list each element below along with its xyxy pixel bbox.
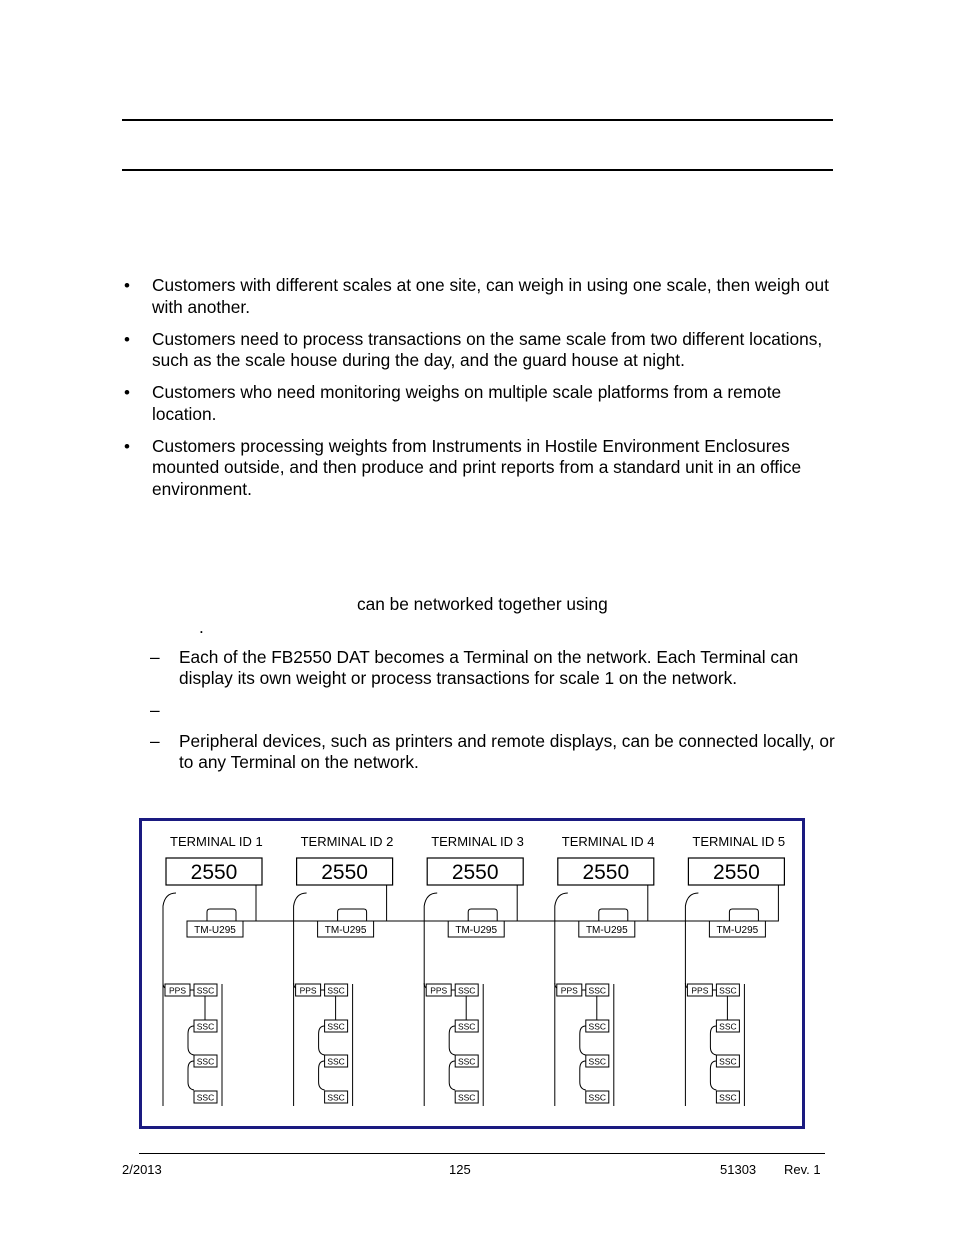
use-case-item: [122, 275, 842, 318]
ssc-chain-link: [188, 1061, 194, 1090]
footer-page-number: 125: [449, 1162, 471, 1177]
printer-cable: [243, 885, 517, 921]
terminal-id-label: TERMINAL ID 2: [300, 834, 394, 849]
printer-paper-outline: [729, 909, 758, 921]
pps-label: PPS: [430, 985, 448, 996]
printer-cable: [243, 885, 648, 921]
printer-cable: [243, 885, 256, 921]
ssc-label: SSC: [196, 1092, 215, 1103]
bullet-marker: •: [124, 436, 130, 456]
pps-label: PPS: [560, 985, 578, 996]
bullet-marker: •: [124, 329, 130, 349]
bullet-marker: •: [124, 276, 130, 295]
terminal-id-label: TERMINAL ID 3: [431, 834, 524, 849]
ssc-chain-link: [319, 1026, 325, 1055]
ssc-chain-link: [188, 1026, 194, 1055]
ssc-label: SSC: [196, 1021, 215, 1032]
network-detail-item: [150, 731, 850, 773]
display-to-bus-cable: [294, 893, 307, 989]
use-case-item: [122, 329, 842, 372]
terminal-id-label: TERMINAL ID 5: [692, 834, 786, 849]
display-to-bus-cable: [163, 893, 176, 989]
ssc-label: SSC: [457, 985, 476, 996]
dash-marker: –: [150, 699, 160, 720]
header-rule-top: [122, 119, 833, 121]
terminal-id-label: TERMINAL ID 4: [561, 834, 655, 849]
ssc-label: SSC: [588, 1021, 607, 1032]
printer-label: TM-U295: [585, 925, 628, 936]
footer-revision: Rev. 1: [784, 1162, 821, 1177]
ssc-chain-link: [710, 1061, 716, 1090]
use-case-item: [122, 436, 842, 501]
ssc-chain-link: [449, 1061, 455, 1090]
display-to-bus-cable: [424, 893, 437, 989]
ssc-label: SSC: [457, 1056, 476, 1067]
pps-label: PPS: [691, 985, 709, 996]
use-case-item: [122, 382, 842, 425]
pps-label: PPS: [299, 985, 317, 996]
footer-rule: [139, 1153, 825, 1154]
ssc-label: SSC: [588, 1092, 607, 1103]
ssc-label: SSC: [719, 1056, 737, 1067]
printer-paper-outline: [468, 909, 497, 921]
printer-label: TM-U295: [455, 925, 498, 936]
header-rule-bottom: [122, 169, 833, 171]
network-diagram: [139, 818, 805, 1129]
terminal-display-value: 2550: [190, 861, 238, 884]
ssc-label: SSC: [457, 1021, 476, 1032]
ssc-chain-link: [710, 1026, 716, 1055]
footer-date: 2/2013: [122, 1162, 162, 1177]
printer-paper-outline: [599, 909, 628, 921]
bullet-marker: •: [124, 383, 130, 402]
ssc-label: SSC: [719, 1021, 737, 1032]
network-intro-period: .: [199, 617, 204, 637]
network-detail-item: [150, 700, 850, 721]
ssc-label: SSC: [327, 1056, 345, 1067]
ssc-label: SSC: [196, 1056, 215, 1067]
ssc-label: SSC: [327, 1092, 345, 1103]
network-intro: can be networked together using: [357, 594, 608, 614]
terminal-display-value: 2550: [713, 861, 760, 884]
printer-cable: [243, 885, 778, 921]
printer-paper-outline: [338, 909, 367, 921]
printer-paper-outline: [207, 909, 236, 921]
use-case-text: Customers who need monitoring weighs on multiple scale platforms from a remote location.: [152, 382, 782, 424]
use-case-text: Customers with different scales at one site, can weigh in using one scale, then weigh out with another.: [152, 275, 829, 317]
use-case-text: Customers need to process transactions on the same scale from two different locations, such as the scale house during the day, and the guard house at night.: [152, 328, 823, 370]
ssc-label: SSC: [196, 985, 215, 996]
dash-marker: –: [150, 731, 160, 751]
pps-label: PPS: [168, 985, 187, 996]
network-detail-item: [150, 647, 850, 689]
network-detail-text: Each of the FB2550 DAT becomes a Terminal on the network. Each Terminal can display its own weight or process transactions for scale 1 on the network.: [179, 647, 799, 688]
ssc-label: SSC: [588, 1056, 607, 1067]
ssc-label: SSC: [327, 985, 345, 996]
printer-label: TM-U295: [324, 925, 367, 936]
ssc-label: SSC: [719, 985, 737, 996]
ssc-chain-link: [580, 1061, 586, 1090]
ssc-chain-link: [449, 1026, 455, 1055]
printer-label: TM-U295: [194, 925, 236, 936]
terminal-display-value: 2550: [582, 861, 630, 884]
ssc-label: SSC: [588, 985, 607, 996]
display-to-bus-cable: [685, 893, 698, 989]
ssc-chain-link: [580, 1026, 586, 1055]
terminal-display-value: 2550: [451, 861, 499, 884]
footer-doc-number: 51303: [720, 1162, 757, 1177]
display-to-bus-cable: [555, 893, 568, 989]
ssc-label: SSC: [719, 1092, 737, 1103]
use-case-text: Customers processing weights from Instruments in Hostile Environment Enclosures mounted outside, and then produce and print reports from a standard unit in an office environment.: [152, 435, 802, 499]
terminal-id-label: TERMINAL ID 1: [170, 834, 263, 849]
printer-label: TM-U295: [716, 925, 759, 936]
ssc-label: SSC: [457, 1092, 476, 1103]
use-case-list: [122, 275, 842, 511]
network-detail-text: Peripheral devices, such as printers and remote displays, can be connected locally, or to any Terminal on the network.: [179, 731, 835, 772]
ssc-chain-link: [319, 1061, 325, 1090]
dash-marker: –: [150, 647, 160, 667]
printer-cable: [243, 885, 387, 921]
ssc-label: SSC: [327, 1021, 345, 1032]
terminal-display-value: 2550: [321, 861, 368, 884]
network-detail-list: [150, 647, 850, 784]
